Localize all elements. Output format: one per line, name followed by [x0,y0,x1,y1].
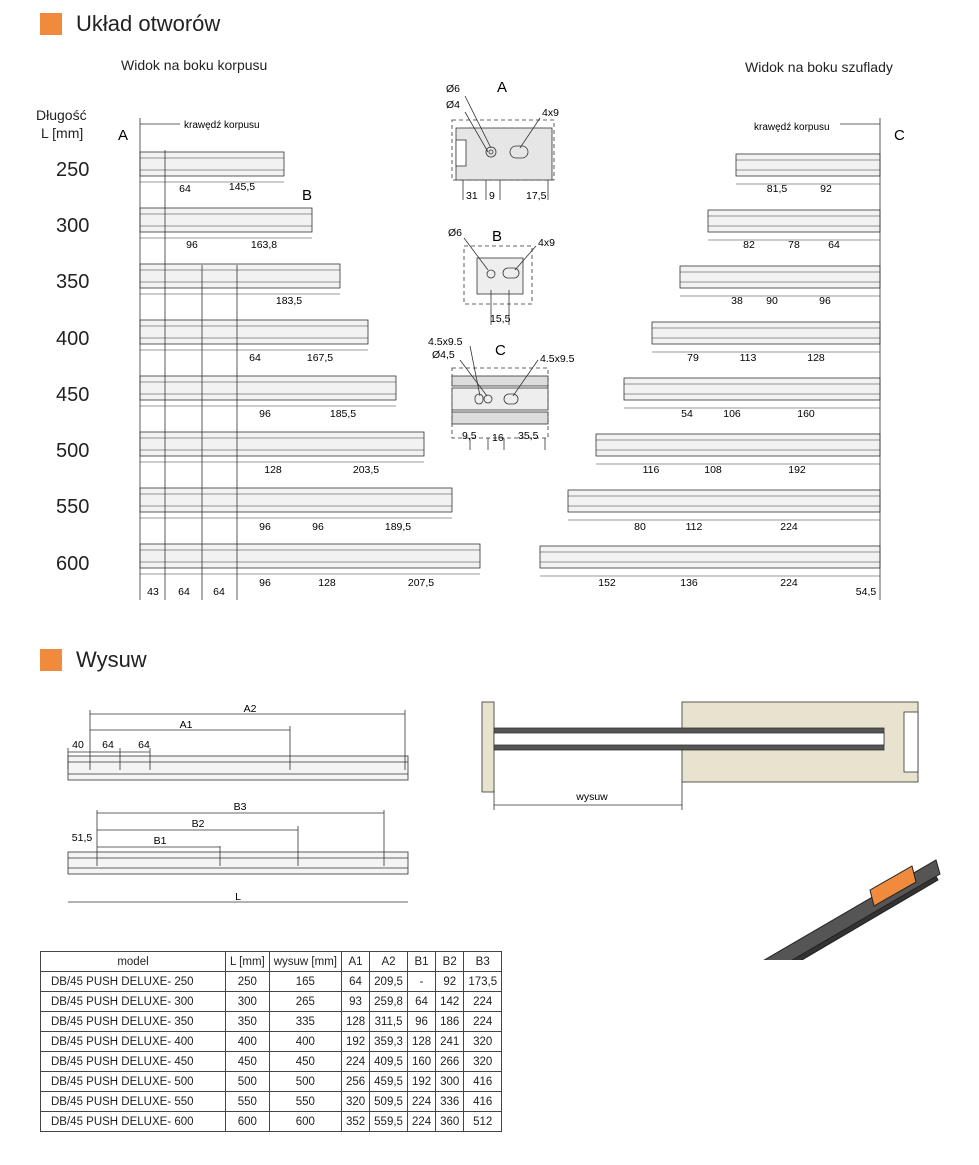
length-label: 500 [56,440,90,462]
table-header-row [41,952,502,972]
length-label: 250 [56,159,90,181]
table-cell: 186 [436,1012,464,1032]
dim-label: 112 [685,521,703,533]
detail-B-title: B [492,228,503,245]
dim-label: 207,5 [407,577,435,589]
dim-label: 78 [788,239,800,251]
col-header: B1 [407,952,435,972]
dim-label: 224 [780,521,798,533]
table-cell: 352 [341,1112,369,1132]
rail-A [68,710,408,780]
dim-label: 43 [147,586,159,598]
table-cell: 192 [407,1072,435,1092]
dim-label: 163,8 [250,239,278,251]
table-cell: 64 [341,972,369,992]
left-rail [140,488,452,518]
detail-label: Ø4,5 [432,349,455,361]
detail-A [452,96,554,200]
right-rail [736,154,880,184]
dim-label: 64 [828,239,840,251]
dim-label: 64 [213,586,225,598]
dim-label: 92 [820,183,832,195]
table-cell: 128 [407,1032,435,1052]
detail-label: 31 [466,190,478,202]
table-cell: 209,5 [370,972,408,992]
model-cell: DB/45 PUSH DELUXE- 300 [41,992,226,1012]
dim-label: 38 [731,295,743,307]
col-header: model [41,952,226,972]
col-header: A2 [370,952,408,972]
right-rails-group [540,154,880,576]
model-cell: DB/45 PUSH DELUXE- 600 [41,1112,226,1132]
table-cell: - [407,972,435,992]
dim-label: 145,5 [228,181,256,193]
table-cell: 600 [269,1112,341,1132]
table-cell: 459,5 [370,1072,408,1092]
right-rail [652,322,880,352]
col-header: B3 [464,952,502,972]
table-row [41,1012,502,1032]
dim-label: 54 [681,408,693,420]
model-cell: DB/45 PUSH DELUXE- 450 [41,1052,226,1072]
detail-label: 17,5 [526,190,547,202]
detail-label: Ø6 [448,227,463,239]
marker-B: B [302,187,313,204]
dim-label: 224 [780,577,798,589]
table-cell: 224 [341,1052,369,1072]
view-label-right: Widok na boku szuflady [745,59,893,75]
table-cell: 600 [226,1112,270,1132]
table-cell: 416 [464,1092,502,1112]
table-cell: 416 [464,1072,502,1092]
dim-label: 64 [179,183,191,195]
table-cell: 173,5 [464,972,502,992]
spec-table [40,951,502,1132]
table-cell: 256 [341,1072,369,1092]
model-cell: DB/45 PUSH DELUXE- 550 [41,1092,226,1112]
table-cell: 450 [226,1052,270,1072]
table-row [41,972,502,992]
dim-label: 192 [788,464,806,476]
length-label: 600 [56,553,90,575]
marker-A: A [118,127,129,144]
length-label: 350 [56,271,90,293]
table-cell: 259,8 [370,992,408,1012]
table-cell: 160 [407,1052,435,1072]
dim-label: 96 [186,239,198,251]
table-cell: 335 [269,1012,341,1032]
dim-label: 152 [598,577,616,589]
table-cell: 559,5 [370,1112,408,1132]
table-row [41,1072,502,1092]
dim-label: 96 [259,577,271,589]
dim-label: 51,5 [71,832,93,844]
table-cell: 142 [436,992,464,1012]
right-rail [540,546,880,576]
right-rail [708,210,880,240]
detail-label: 35,5 [518,430,539,442]
length-header-1: Długość [36,107,87,123]
section-header-extension [40,647,147,673]
dim-label: 79 [687,352,699,364]
dim-label: 116 [642,464,660,476]
table-cell: 128 [341,1012,369,1032]
left-rail [140,376,396,406]
dim-label: 64 [138,739,150,751]
view-label-left: Widok na boku korpusu [121,57,268,73]
dim-label: 64 [178,586,190,598]
detail-C-title: C [495,342,506,359]
detail-label: Ø4 [446,99,461,111]
length-label: 450 [56,384,90,406]
dim-label: 160 [797,408,815,420]
dim-label: 96 [259,408,271,420]
marker-C: C [894,127,905,144]
dim-label: 203,5 [352,464,380,476]
detail-B [464,238,536,325]
col-header: L [mm] [226,952,270,972]
table-cell: 224 [407,1112,435,1132]
table-cell: 300 [226,992,270,1012]
dim-label: 40 [72,739,84,751]
section-title: Układ otworów [76,11,221,36]
col-header: A1 [341,952,369,972]
detail-label: 9 [489,190,495,202]
dim-label: 128 [264,464,282,476]
table-cell: 300 [436,1072,464,1092]
dim-label: wysuw [576,791,608,803]
dim-label: 128 [318,577,336,589]
length-label: 550 [56,496,90,518]
table-cell: 64 [407,992,435,1012]
detail-A-title: A [497,79,508,96]
table-cell: 550 [226,1092,270,1112]
orange-square-icon [40,649,62,671]
dim-label: A1 [179,719,193,731]
table-cell: 450 [269,1052,341,1072]
left-rail [140,152,284,182]
length-label: 400 [56,328,90,350]
dim-label: 113 [739,352,757,364]
table-cell: 96 [407,1012,435,1032]
table-row [41,992,502,1012]
length-label: 300 [56,215,90,237]
detail-label: 4.5x9.5 [540,353,575,365]
slide-3d-illustration [668,860,948,960]
detail-label: Ø6 [446,83,461,95]
table-row [41,1052,502,1072]
right-rail [596,434,880,464]
dim-label: L [235,891,241,903]
dim-label: 108 [704,464,722,476]
table-cell: 266 [436,1052,464,1072]
right-rail [680,266,880,296]
edge-label-left: krawędź korpusu [184,120,260,131]
dim-label: 54,5 [855,586,877,598]
dim-label: 183,5 [275,295,303,307]
table-cell: 320 [464,1032,502,1052]
dim-label: 82 [743,239,755,251]
table-row [41,1112,502,1132]
table-cell: 265 [269,992,341,1012]
extension-drawing [0,690,979,960]
section-title: Wysuw [76,647,147,672]
edge-label-right: krawędź korpusu [754,122,830,133]
dim-label: B3 [233,801,247,813]
table-cell: 224 [464,992,502,1012]
table-cell: 400 [269,1032,341,1052]
table-row [41,1092,502,1112]
dim-label: B2 [191,818,205,830]
detail-label: 4x9 [538,237,555,249]
table-cell: 224 [407,1092,435,1112]
col-header: B2 [436,952,464,972]
dim-label: 185,5 [329,408,357,420]
table-cell: 400 [226,1032,270,1052]
table-cell: 359,3 [370,1032,408,1052]
right-rail [568,490,880,520]
dim-label: 106 [723,408,741,420]
table-cell: 336 [436,1092,464,1112]
left-rail [140,320,368,350]
table-cell: 320 [341,1092,369,1112]
dim-label: 64 [102,739,114,751]
detail-label: 9,5 [462,430,477,442]
dim-label: 128 [807,352,825,364]
dim-label: 64 [249,352,261,364]
dim-label: 96 [259,521,271,533]
dim-label: 189,5 [384,521,412,533]
left-rail [140,432,424,462]
table-row [41,1032,502,1052]
dim-label: B1 [153,835,167,847]
right-rail [624,378,880,408]
model-cell: DB/45 PUSH DELUXE- 350 [41,1012,226,1032]
drawer-extension-illustration [482,702,918,810]
model-cell: DB/45 PUSH DELUXE- 400 [41,1032,226,1052]
table-cell: 509,5 [370,1092,408,1112]
table-cell: 500 [269,1072,341,1092]
table-cell: 224 [464,1012,502,1032]
model-cell: DB/45 PUSH DELUXE- 250 [41,972,226,992]
table-cell: 192 [341,1032,369,1052]
table-cell: 409,5 [370,1052,408,1072]
left-rail [140,264,340,294]
table-cell: 92 [436,972,464,992]
rail-B [68,810,408,902]
left-rail [140,544,480,574]
detail-label: 4x9 [542,107,559,119]
table-cell: 500 [226,1072,270,1092]
dim-label: 90 [766,295,778,307]
detail-label: 4.5x9.5 [428,336,463,348]
table-cell: 250 [226,972,270,992]
table-cell: 350 [226,1012,270,1032]
dim-label: 136 [680,577,698,589]
table-cell: 360 [436,1112,464,1132]
table-cell: 550 [269,1092,341,1112]
model-cell: DB/45 PUSH DELUXE- 500 [41,1072,226,1092]
dim-label: 96 [819,295,831,307]
dim-label: 96 [312,521,324,533]
table-cell: 241 [436,1032,464,1052]
table-cell: 311,5 [370,1012,408,1032]
length-header-2: L [mm] [41,125,84,141]
left-rail [140,208,312,238]
dim-label: A2 [243,703,257,715]
table-cell: 93 [341,992,369,1012]
table-cell: 320 [464,1052,502,1072]
table-cell: 165 [269,972,341,992]
dim-label: 81,5 [766,183,788,195]
dim-label: 80 [634,521,646,533]
detail-label: 16 [492,432,504,444]
detail-label: 15,5 [490,313,511,325]
dim-label: 167,5 [306,352,334,364]
table-cell: 512 [464,1112,502,1132]
col-header: wysuw [mm] [269,952,341,972]
